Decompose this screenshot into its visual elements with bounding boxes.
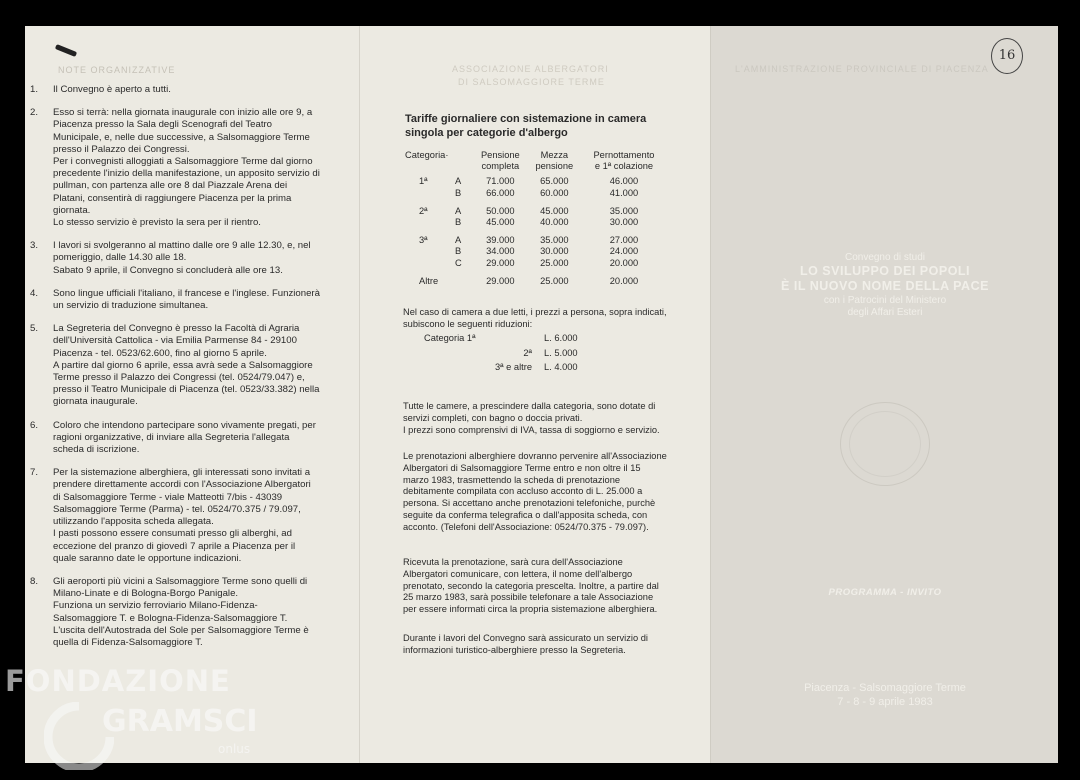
hotel-info-paragraph: Tutte le camere, a prescindere dalla categoria, sono dotate di servizi completi, con bagno o doccia privati. — [403, 401, 656, 423]
cover-line-1: Convegno di studi — [844, 252, 926, 263]
rate-bed-breakfast: 41.000 — [609, 187, 639, 198]
rate-class: A — [455, 235, 462, 246]
rate-bed-breakfast: 24.000 — [609, 246, 639, 257]
rates-header-row — [405, 150, 667, 176]
notes-list — [30, 84, 320, 660]
note-text: Sabato 9 aprile, il Convegno si concluderà alle ore 13. — [53, 264, 283, 276]
hotel-info-paragraph: Ricevuta la prenotazione, sarà cura dell'Associazione Albergatori comunicare, con lettera, il nome dell'albergo prenotato, secondo la categoria prescelta. Inoltre, a partire dal 25 marzo 1983, sarà possibile telefonare a tale Associazione per essere informati circa la propria sistemazione alberghiera. — [403, 557, 659, 615]
rate-half-board: 40.000 — [540, 217, 569, 228]
note-number: 7. — [30, 467, 39, 479]
watermark-line-1: FONDAZIONE — [5, 664, 231, 698]
discount-row — [424, 362, 578, 377]
fold-line — [710, 26, 711, 763]
rate-full-board: 39.000 — [486, 235, 515, 246]
rate-full-board: 29.000 — [486, 275, 515, 286]
note-number: 5. — [30, 323, 39, 335]
rate-class: B — [455, 217, 462, 228]
rate-full-board: 45.000 — [486, 217, 515, 228]
cover-line-5: degli Affari Esteri — [847, 307, 923, 318]
discount-label: 2ª — [523, 347, 532, 358]
cover-title-line-1: LO SVILUPPO DEI POPOLI — [799, 264, 971, 278]
note-item — [30, 576, 320, 649]
header-half-board-line2: pensione — [535, 161, 574, 172]
cover-title-line-2: È IL NUOVO NOME DELLA PACE — [781, 279, 989, 293]
emblem-seal-icon — [840, 402, 930, 486]
association-ghost-subheading: DI SALSOMAGGIORE TERME — [458, 77, 605, 87]
discount-label: 3ª e altre — [494, 362, 532, 372]
note-text: L'uscita dell'Autostrada del Sole per Salsomaggiore Terme è quella di Fidenza-Salsomaggiore T. — [53, 624, 309, 648]
cover-footer-place: Piacenza - Salsomaggiore Terme — [804, 682, 966, 694]
note-text: Lo stesso servizio è previsto la sera per il rientro. — [53, 217, 261, 229]
note-item — [30, 288, 320, 312]
note-item — [30, 240, 320, 277]
note-text: Funziona un servizio ferroviario Milano-Fidenza-Salsomaggiore T. e Bologna-Fidenza-Salsomaggiore T. — [53, 600, 288, 624]
rate-bed-breakfast: 27.000 — [609, 235, 639, 246]
rate-half-board: 25.000 — [540, 257, 569, 268]
rate-bed-breakfast: 20.000 — [609, 275, 639, 286]
header-bed-breakfast-line1: Pernottamento — [593, 150, 655, 160]
header-full-board-line2: completa — [481, 161, 520, 172]
note-item — [30, 467, 320, 565]
rate-full-board: 50.000 — [486, 205, 515, 216]
note-text: A partire dal giorno 6 aprile, essa avrà sede a Salsomaggiore Terme presso il Palazzo dei Congressi (tel. 0524/79.047) e, presso il Teatro Municipale di Piacenza (tel. 0523/33.382) nella giornata inaugurale. — [53, 359, 320, 408]
discount-table — [424, 333, 578, 377]
association-ghost-heading: ASSOCIAZIONE ALBERGATORI — [452, 64, 609, 74]
rate-half-board: 30.000 — [540, 246, 569, 257]
page-number-badge: 16 — [991, 38, 1023, 74]
program-invite: PROGRAMMA - INVITO — [828, 587, 942, 598]
notes-heading: NOTE ORGANIZZATIVE — [58, 65, 176, 75]
rate-full-board: 71.000 — [486, 176, 515, 187]
note-text: Il Convegno è aperto a tutti. — [53, 84, 171, 95]
rates-title: Tariffe giornaliere con sistemazione in camera singola per categorie d'albergo — [405, 113, 647, 139]
discount-row — [424, 348, 578, 363]
rate-row — [405, 246, 667, 257]
rates-table — [405, 150, 667, 287]
rate-category — [405, 188, 455, 199]
rate-category — [405, 258, 455, 269]
header-full-board — [473, 150, 528, 176]
rate-full-board: 29.000 — [486, 257, 515, 268]
note-text: Per la sistemazione alberghiera, gli interessati sono invitati a prendere direttamente accordi con l'Associazione Albergatori di Salsomaggiore Terme - viale Matteotti 7/bis - 43039 Salsomaggiore Terme (Parma) - tel. 0524/70.375 / 79.097, utilizzando l'apposita scheda allegata. — [53, 467, 311, 528]
rate-full-board: 34.000 — [486, 246, 515, 257]
note-item — [30, 107, 320, 229]
note-number: 8. — [30, 575, 39, 587]
discount-label: Categoria 1ª — [424, 333, 476, 343]
rate-full-board: 66.000 — [486, 187, 515, 198]
note-text: Gli aeroporti più vicini a Salsomaggiore Terme sono quelli di Milano-Linate e di Bologna-Borgo Panigale. — [53, 575, 308, 600]
note-number: 1. — [30, 84, 39, 95]
rate-row — [405, 188, 667, 199]
rate-category: 2ª — [419, 205, 428, 216]
rate-class: B — [455, 246, 462, 257]
rate-half-board: 45.000 — [540, 205, 569, 216]
rate-bed-breakfast: 46.000 — [609, 176, 639, 187]
cover-panel — [710, 26, 1058, 763]
note-text: I pasti possono essere consumati presso gli alberghi, ad eccezione del pranzo di giovedì 7 aprile a Piacenza per il quale saranno date le opportune indicazioni. — [53, 528, 296, 564]
discount-intro: Nel caso di camera a due letti, i prezzi a persona, sopra indicati, subiscono le seguenti riduzioni: — [403, 307, 667, 329]
note-item — [30, 420, 320, 457]
header-bed-breakfast — [581, 150, 667, 176]
rate-class: A — [455, 176, 462, 187]
discount-row — [424, 333, 578, 348]
watermark-swoosh-icon — [44, 702, 114, 770]
rate-class: A — [455, 205, 462, 216]
header-full-board-line1: Pensione — [480, 150, 520, 160]
rate-half-board: 60.000 — [540, 187, 569, 198]
fold-line — [359, 26, 360, 763]
rate-half-board: 35.000 — [540, 235, 569, 246]
note-text: La Segreteria del Convegno è presso la Facoltà di Agraria dell'Università Cattolica - via Emilia Parmense 84 - 29100 Piacenza - tel. 0523/62.600, fino al giorno 5 aprile. — [53, 323, 300, 359]
header-half-board — [528, 150, 581, 176]
rate-bed-breakfast: 20.000 — [609, 257, 639, 268]
hotel-info-paragraph: Durante i lavori del Convegno sarà assicurato un servizio di informazioni turistico-alberghiere presso la Segreteria. — [403, 633, 648, 655]
rate-category: 1ª — [419, 176, 428, 187]
note-number: 2. — [30, 107, 39, 119]
province-ghost-header: L'AMMINISTRAZIONE PROVINCIALE DI PIACENZA — [735, 64, 989, 74]
note-number: 6. — [30, 419, 39, 431]
rate-half-board: 25.000 — [540, 275, 569, 286]
rate-row — [405, 176, 667, 187]
header-half-board-line1: Mezza — [540, 150, 569, 160]
rate-category: Altre — [419, 275, 439, 286]
cover-line-4: con i Patrocini del Ministero — [823, 295, 947, 306]
rate-half-board: 65.000 — [540, 176, 569, 187]
rate-row — [405, 258, 667, 269]
discount-value: L. 4.000 — [544, 362, 578, 372]
rate-class: B — [455, 187, 462, 198]
note-text: Sono lingue ufficiali l'italiano, il francese e l'inglese. Funzionerà un servizio di traduzione simultanea. — [53, 287, 320, 312]
rate-row — [405, 228, 667, 246]
note-item — [30, 323, 320, 408]
note-text: Per i convegnisti alloggiati a Salsomaggiore Terme dal giorno precedente l'inizio della manifestazione, un apposito servizio di pullman, con partenza alle ore 8 dal Piazzale Arena dei Platani, consentirà di raggiungere Piacenza per la prima giornata. — [53, 156, 320, 216]
header-category: Categoria· — [405, 150, 449, 160]
rate-row — [405, 217, 667, 228]
cover-footer-date: 7 - 8 - 9 aprile 1983 — [837, 696, 933, 708]
note-number: 4. — [30, 287, 39, 299]
rate-category — [405, 246, 455, 257]
rate-bed-breakfast: 30.000 — [609, 217, 639, 228]
note-text: I lavori si svolgeranno al mattino dalle ore 9 alle 12.30, e, nel pomeriggio, dalle 14.30 alle 18. — [53, 240, 311, 264]
watermark-line-2: GRAMSCI — [102, 704, 258, 739]
note-item — [30, 84, 320, 96]
rate-category — [405, 217, 455, 228]
rate-category: 3ª — [419, 235, 428, 246]
header-category-label: Categoria — [405, 150, 446, 160]
header-bed-breakfast-line2: e 1ª colazione — [594, 161, 654, 172]
note-number: 3. — [30, 240, 39, 252]
watermark-line-3: onlus — [218, 742, 251, 756]
rate-row — [405, 199, 667, 217]
discount-value: L. 5.000 — [544, 347, 578, 358]
rate-class: C — [455, 257, 462, 268]
rate-class — [455, 269, 473, 287]
note-text: Esso si terrà: nella giornata inaugurale con inizio alle ore 9, a Piacenza presso la Sala degli Scenografi del Teatro Municipale, e, nelle due successive, a Salsomaggiore Terme presso il Palazzo dei Congressi. — [53, 107, 313, 155]
note-text: Coloro che intendono partecipare sono vivamente pregati, per ragioni organizzative, di inviare alla Segreteria l'allegata scheda di iscrizione. — [53, 419, 316, 456]
rate-bed-breakfast: 35.000 — [609, 205, 639, 216]
hotel-info-paragraph: Le prenotazioni alberghiere dovranno pervenire all'Associazione Albergatori di Salsomaggiore Terme entro e non oltre il 15 marzo 1983, trasmettendo la scheda di prenotazione debitamente compilata con accluso acconto di L. 25.000 a persona. Si accettano anche prenotazioni telefoniche, purchè seguite da conferma telegrafica o dall'apposita scheda, con acconto. (Telefoni dell'Associazione: 0524/70.375 - 79.097). — [403, 451, 667, 532]
rate-row — [405, 269, 667, 287]
discount-value: L. 6.000 — [544, 333, 578, 343]
hotel-info-paragraph: I prezzi sono comprensivi di IVA, tassa di soggiorno e servizio. — [403, 425, 660, 435]
